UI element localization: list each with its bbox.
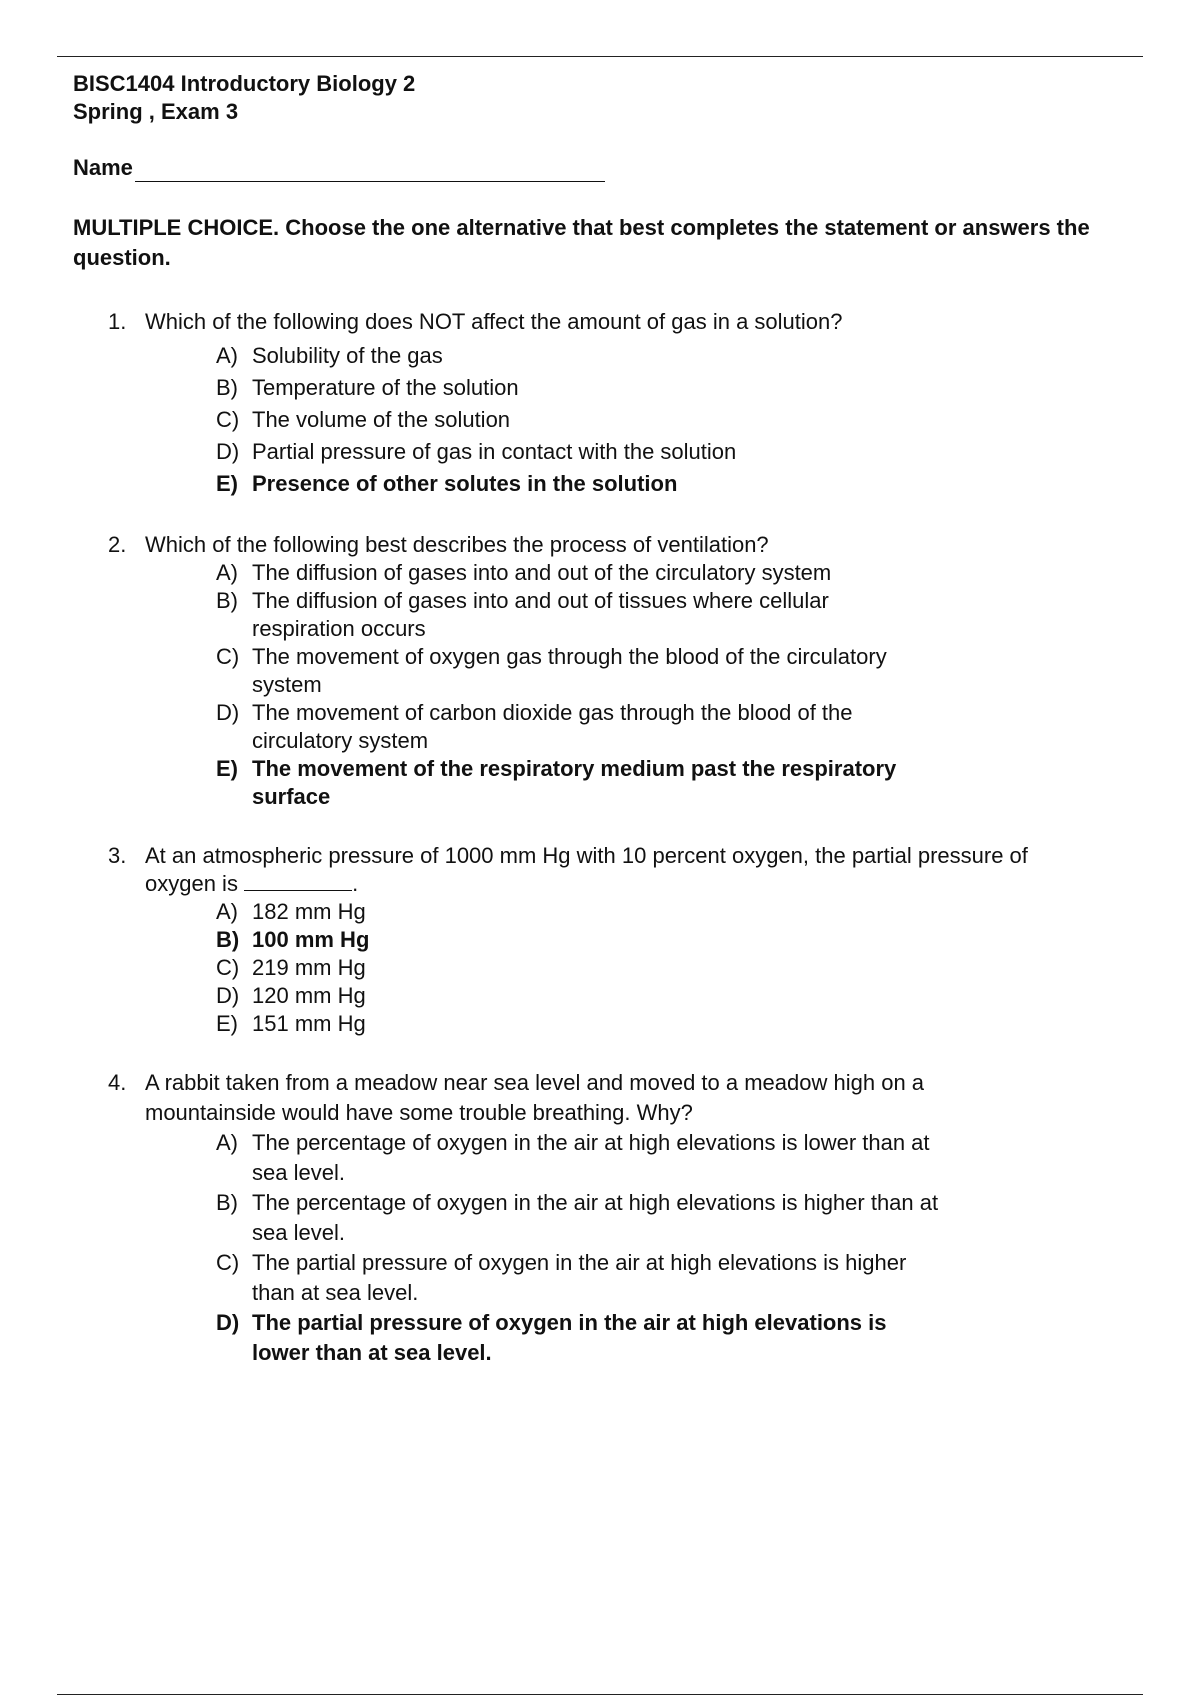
choice-text: 100 mm Hg	[252, 927, 370, 952]
name-field	[73, 154, 605, 182]
choice-text	[252, 1248, 906, 1308]
choice-text: The diffusion of gases into and out of the circulatory system	[252, 560, 832, 585]
choice-text-line: The movement of oxygen gas through the blood of the circulatory	[252, 644, 887, 669]
choice-letter: B)	[216, 927, 240, 952]
exam-title: Spring , Exam 3	[73, 99, 239, 124]
choice-list	[216, 340, 842, 500]
choice-letter: A)	[216, 560, 238, 585]
choice-letter: D)	[216, 439, 240, 464]
choice-text: Solubility of the gas	[252, 343, 443, 368]
choice-letter: B)	[216, 1190, 238, 1215]
choice-list	[216, 1128, 938, 1368]
choice-text-line: circulatory system	[252, 728, 429, 753]
choice-letter: C)	[216, 955, 240, 980]
choice-text-line: The movement of carbon dioxide gas through the blood of the	[252, 700, 853, 725]
choice-text-line: lower than at sea level.	[252, 1340, 492, 1365]
choice-c	[216, 1248, 938, 1308]
choice-text-line: The diffusion of gases into and out of tissues where cellular	[252, 588, 829, 613]
choice-text-line: respiration occurs	[252, 616, 426, 641]
question-text-line: A rabbit taken from a meadow near sea level and moved to a meadow high on a	[145, 1070, 925, 1095]
bottom-rule	[57, 1694, 1143, 1695]
choice-e-correct	[216, 755, 896, 811]
choice-d	[216, 982, 1028, 1010]
question-3	[108, 842, 1028, 1038]
choice-list	[216, 559, 896, 811]
choice-c	[216, 404, 842, 436]
choice-text	[252, 1308, 887, 1368]
choice-text: Temperature of the solution	[252, 375, 519, 400]
choice-text: 219 mm Hg	[252, 955, 366, 980]
choice-letter: E)	[216, 471, 238, 496]
question-text-line: oxygen is	[145, 871, 238, 896]
choice-e	[216, 1010, 1028, 1038]
choice-letter: D)	[216, 1310, 240, 1335]
choice-text	[252, 587, 829, 643]
question-4	[108, 1068, 938, 1368]
choice-c	[216, 643, 896, 699]
choice-text: 182 mm Hg	[252, 899, 366, 924]
question-text: Which of the following does NOT affect the amount of gas in a solution?	[145, 309, 843, 334]
choice-letter: C)	[216, 644, 240, 669]
choice-text	[252, 643, 887, 699]
choice-a	[216, 559, 896, 587]
choice-text-line: The percentage of oxygen in the air at high elevations is higher than at	[252, 1190, 939, 1215]
choice-letter: E)	[216, 1011, 238, 1036]
question-text: Which of the following best describes the process of ventilation?	[145, 532, 769, 557]
choice-letter: C)	[216, 407, 240, 432]
choice-b-correct	[216, 926, 1028, 954]
choice-text	[252, 755, 896, 811]
choice-a	[216, 340, 842, 372]
choice-text	[252, 1128, 930, 1188]
choice-letter: B)	[216, 588, 238, 613]
choice-text-line: than at sea level.	[252, 1280, 419, 1305]
choice-letter: D)	[216, 983, 240, 1008]
question-number: 1.	[108, 309, 127, 334]
question-number: 2.	[108, 532, 127, 557]
choice-text-line: sea level.	[252, 1160, 345, 1185]
question-1	[108, 308, 842, 500]
question-2	[108, 531, 896, 811]
top-rule	[57, 56, 1143, 57]
instructions: MULTIPLE CHOICE. Choose the one alternative that best completes the statement or answers the question.	[73, 215, 1090, 270]
answer-blank	[244, 870, 352, 891]
choice-text-line: sea level.	[252, 1220, 345, 1245]
choice-b	[216, 1188, 938, 1248]
choice-text: Partial pressure of gas in contact with the solution	[252, 439, 737, 464]
choice-text: 151 mm Hg	[252, 1011, 366, 1036]
question-number: 3.	[108, 843, 127, 868]
choice-letter: A)	[216, 899, 238, 924]
choice-a	[216, 898, 1028, 926]
choice-c	[216, 954, 1028, 982]
choice-text-line: surface	[252, 784, 331, 809]
choice-letter: B)	[216, 375, 238, 400]
choice-text-line: The partial pressure of oxygen in the air at high elevations is higher	[252, 1250, 907, 1275]
choice-text	[252, 1188, 938, 1248]
choice-text-line: The movement of the respiratory medium past the respiratory	[252, 756, 897, 781]
question-text	[145, 1068, 924, 1128]
choice-letter: D)	[216, 700, 240, 725]
question-text	[145, 842, 1028, 898]
choice-letter: C)	[216, 1250, 240, 1275]
question-text-line: At an atmospheric pressure of 1000 mm Hg with 10 percent oxygen, the partial pressure of	[145, 843, 1028, 868]
question-text-line: mountainside would have some trouble breathing. Why?	[145, 1100, 693, 1125]
question-number: 4.	[108, 1070, 127, 1095]
choice-d-correct	[216, 1308, 938, 1368]
name-label: Name	[73, 155, 133, 180]
question-text-end: .	[352, 871, 359, 896]
choice-text-line: system	[252, 672, 322, 697]
choice-a	[216, 1128, 938, 1188]
choice-text: Presence of other solutes in the solution	[252, 471, 678, 496]
choice-list	[216, 898, 1028, 1038]
choice-b	[216, 587, 896, 643]
choice-d	[216, 436, 842, 468]
name-blank[interactable]	[135, 157, 605, 182]
course-title: BISC1404 Introductory Biology 2	[73, 71, 416, 96]
choice-e-correct	[216, 468, 842, 500]
choice-letter: E)	[216, 756, 238, 781]
choice-text: The volume of the solution	[252, 407, 511, 432]
choice-text-line: The partial pressure of oxygen in the air at high elevations is	[252, 1310, 887, 1335]
choice-d	[216, 699, 896, 755]
choice-b	[216, 372, 842, 404]
choice-letter: A)	[216, 343, 238, 368]
choice-text	[252, 699, 853, 755]
choice-text: 120 mm Hg	[252, 983, 366, 1008]
choice-text-line: The percentage of oxygen in the air at high elevations is lower than at	[252, 1130, 930, 1155]
choice-letter: A)	[216, 1130, 238, 1155]
exam-header	[73, 70, 415, 126]
